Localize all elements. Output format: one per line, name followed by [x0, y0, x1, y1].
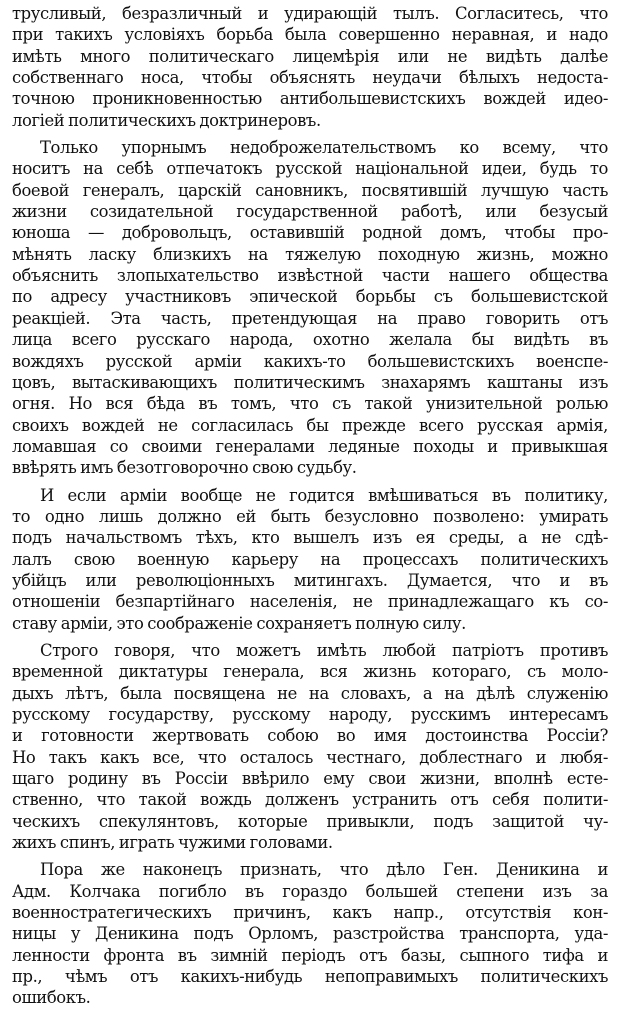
text-line: дыхъ лѣтъ, была посвящена не на словахъ, а на дѣлѣ служенію: [12, 683, 608, 703]
text-line: объяснить злопыхательство извѣстной части нашего общества: [12, 266, 608, 286]
text-line: ставу арміи, это соображеніе сохраняетъ полную силу.: [12, 613, 466, 633]
text-line: точною проникновенностью антибольшевистскихъ вождей идео-: [12, 89, 608, 109]
text-line: ошибокъ.: [12, 988, 91, 1008]
paragraph-2: [12, 137, 608, 479]
text-line: логіей политическихъ доктринеровъ.: [12, 110, 321, 130]
text-line: носитъ на себѣ отпечатокъ русской національной идеи, будь то: [12, 159, 608, 179]
text-line: огня. Но вся бѣда въ томъ, что съ такой унизительной ролью: [12, 394, 608, 414]
paragraph-4: [12, 640, 608, 853]
text-line: русскому государству, русскому народу, русскимъ интересамъ: [12, 705, 608, 724]
text-line: ломавшая со своими генералами ледяные походы и привыкшая: [12, 436, 608, 456]
text-line: Но такъ какъ все, что осталось честнаго, доблестнаго и любя-: [12, 747, 608, 767]
text-line: ницы у Деникина подъ Орломъ, разстройства транспорта, уда-: [12, 924, 608, 944]
text-line: по адресу участниковъ эпической борьбы съ большевистской: [12, 287, 608, 307]
text-line: мѣнять ласку близкихъ на тяжелую походную жизнь, можно: [12, 244, 608, 264]
text-line: И если арміи вообще не годится вмѣшиваться въ политику,: [40, 485, 608, 505]
text-line: то одно лишь должно ей быть безусловно позволено: умирать: [12, 506, 608, 526]
text-line: Адм. Колчака погибло въ гораздо большей степени изъ за: [12, 881, 608, 901]
text-line: Пора же наконецъ признать, что дѣло Ген. Деникина и: [40, 860, 608, 880]
text-line: щаго родину въ Россіи ввѣрило ему свои жизни, вполнѣ есте-: [12, 769, 608, 789]
text-line: ввѣрять имъ безотговорочно свою судьбу.: [12, 458, 357, 478]
text-line: ленности фронта въ зимній періодъ отъ базы, сыпного тифа и: [12, 945, 608, 965]
text-line: и готовности жертвовать собою во имя достоинства Россіи?: [12, 726, 608, 746]
text-line: жизни созидательной государственной работѣ, или безусый: [12, 202, 608, 222]
text-line: имѣть много политическаго лицемѣрія или не видѣть далѣе: [12, 46, 608, 66]
paragraph-5: [12, 859, 608, 1008]
text-line: жихъ спинъ, играть чужими головами.: [12, 833, 333, 853]
text-line: временной диктатуры генерала, вся жизнь котораго, съ моло-: [12, 662, 608, 682]
text-line: подъ начальствомъ тѣхъ, кто вышелъ изъ ея среды, а не сдѣ-: [12, 528, 608, 548]
text-line: убійцъ или революціонныхъ митингахъ. Думается, что и въ: [12, 570, 608, 590]
text-line: ческихъ спекулянтовъ, которые привыкли, подъ защитой чу-: [12, 811, 608, 831]
text-line: реакціей. Эта часть, претендующая на право говорить отъ: [12, 308, 608, 328]
text-line: пр., чѣмъ отъ какихъ-нибудь непоправимыхъ политическихъ: [12, 967, 608, 987]
text-line: своихъ вождей не согласилась бы прежде всего русская армія,: [12, 415, 608, 435]
text-line: лалъ свою военную карьеру на процессахъ политическихъ: [12, 549, 608, 569]
text-line: при такихъ условіяхъ борьба была совершенно неравная, и надо: [12, 25, 608, 45]
paragraph-3: [12, 485, 608, 634]
text-line: собственнаго носа, чтобы объяснять неудачи бѣлыхъ недоста-: [12, 68, 608, 88]
text-line: Строго говоря, что можетъ имѣть любой патріотъ противъ: [40, 640, 608, 660]
text-line: лица всего русскаго народа, охотно желала бы видѣть въ: [12, 330, 608, 350]
text-line: трусливый, безразличный и удирающій тылъ. Согласитесь, что: [12, 4, 608, 23]
text-line: ственно, что такой вождь долженъ устранить отъ себя полити-: [12, 790, 608, 810]
text-line: Только упорнымъ недоброжелательствомъ ко всему, что: [40, 138, 608, 158]
paragraph-1: [12, 3, 608, 131]
text-line: боевой генералъ, царскій сановникъ, посвятившій лучшую часть: [12, 180, 608, 200]
text-line: юноша — добровольцъ, оставившій родной домъ, чтобы про-: [12, 223, 608, 243]
text-line: цовъ, вытаскивающихъ политическимъ знахарямъ каштаны изъ: [12, 372, 608, 392]
text-line: военностратегическихъ причинъ, какъ напр., отсутствія кон-: [12, 903, 608, 923]
text-line: вождяхъ русской арміи какихъ-то большевистскихъ военспе-: [12, 351, 608, 371]
text-line: отношеніи безпартійнаго населенія, не принадлежащаго къ со-: [12, 592, 608, 612]
